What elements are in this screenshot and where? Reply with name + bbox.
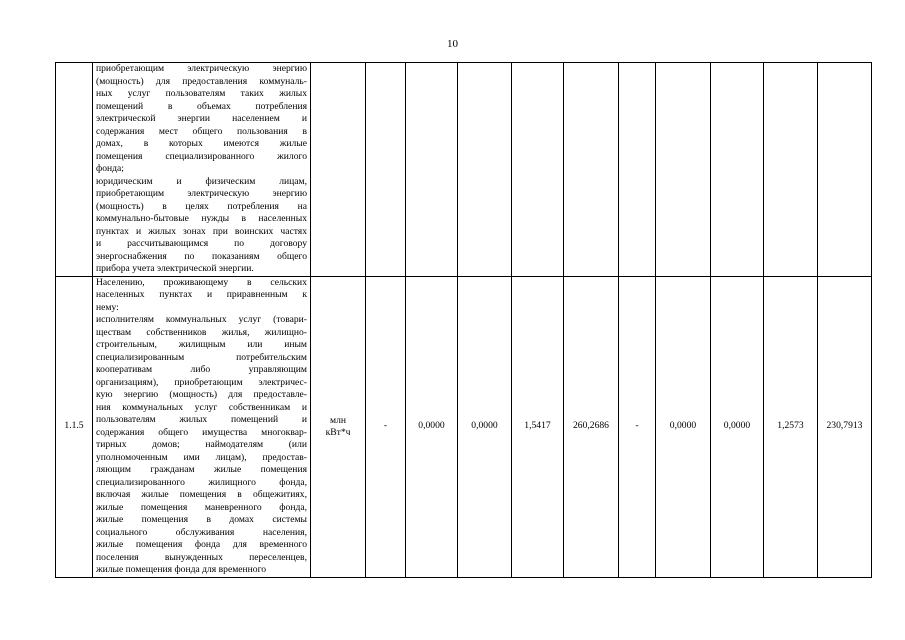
- description-line: специализированным потребительским: [96, 351, 307, 363]
- description-line: помещений в объемах потребления: [96, 100, 307, 112]
- value-cell: 1,5417: [512, 276, 564, 577]
- description-line: поселения вынужденных переселенцев,: [96, 551, 307, 563]
- description-line: домах, в которых имеются жилые: [96, 138, 307, 149]
- value-cell: -: [619, 276, 656, 577]
- description-line: исполнителям коммунальных услуг (товари-: [96, 314, 307, 325]
- description-line: кооперативам либо управляющим: [96, 364, 307, 375]
- value-cell: [818, 63, 872, 277]
- description-cell: [93, 276, 311, 577]
- description-line: энергоснабжения по показаниям общего: [96, 250, 307, 262]
- description-line: тирных домов; наймодателям (или: [96, 439, 307, 450]
- description-line: приобретающим электрическую энергию: [96, 188, 307, 199]
- description-line: кую энергию (мощность) для предоставле-: [96, 389, 307, 400]
- description-line: нему:: [96, 301, 119, 313]
- description-line: строительным, жилищным или иным: [96, 339, 307, 350]
- item-number-cell: 1.1.5: [56, 276, 93, 577]
- description-line: (мощность) в целях потребления на: [96, 200, 307, 212]
- description-line: ляющим гражданам жилые помещения: [96, 464, 307, 475]
- value-cell: [406, 63, 458, 277]
- description-line: коммунально-бытовые нужды в населенных: [96, 213, 307, 224]
- table-row: [56, 63, 872, 277]
- description-line: жилые помещения в домах системы: [96, 514, 307, 525]
- value-cell: 0,0000: [458, 276, 512, 577]
- description-line: жилые помещения фонда для временного: [96, 564, 267, 575]
- value-cell: 0,0000: [656, 276, 711, 577]
- value-cell: 0,0000: [711, 276, 764, 577]
- description-line: Населению, проживающему в сельских: [96, 276, 307, 288]
- unit-cell: [311, 63, 366, 277]
- description-line: ществам собственников жилья, жилищно-: [96, 326, 307, 338]
- description-cell: [93, 63, 311, 277]
- value-cell: -: [366, 276, 406, 577]
- description-line: включая жилые помещения в общежитиях,: [96, 489, 307, 500]
- value-cell: 260,2686: [564, 276, 619, 577]
- description-line: ных услуг пользователям таких жилых: [96, 88, 307, 99]
- description-line: (мощность) для предоставления коммуналь-: [96, 75, 307, 87]
- table-row: [56, 276, 872, 577]
- item-number-cell: [56, 63, 93, 277]
- description-line: содержания мест общего пользования в: [96, 125, 307, 137]
- description-line: социального обслуживания населения,: [96, 526, 307, 538]
- description-line: электрической энергии населением и: [96, 113, 307, 124]
- description-line: жилые помещения маневренного фонда,: [96, 501, 307, 513]
- value-cell: [711, 63, 764, 277]
- value-cell: [564, 63, 619, 277]
- description-line: прибора учета электрической энергии.: [96, 263, 254, 274]
- tariff-table: [55, 62, 872, 578]
- description-line: фонда;: [96, 163, 124, 174]
- page-number: 10: [447, 38, 458, 50]
- description-line: помещения специализированного жилого: [96, 150, 307, 162]
- description-line: юридическим и физическим лицам,: [96, 175, 307, 187]
- value-cell: 0,0000: [406, 276, 458, 577]
- description-line: организациям), приобретающим электричес-: [96, 376, 307, 388]
- value-cell: [764, 63, 818, 277]
- description-line: населенных пунктах и приравненным к: [96, 289, 307, 300]
- value-cell: [619, 63, 656, 277]
- value-cell: [366, 63, 406, 277]
- value-cell: 230,7913: [818, 276, 872, 577]
- description-line: пользователям жилых помещений и: [96, 414, 307, 425]
- description-line: содержания общего имущества многоквар-: [96, 426, 307, 438]
- value-cell: [512, 63, 564, 277]
- description-line: жилые помещения фонда для временного: [96, 539, 307, 550]
- description-line: пунктах и жилых зонах при воинских частях: [96, 225, 307, 237]
- description-line: ния коммунальных услуг собственникам и: [96, 401, 307, 413]
- description-line: приобретающим электрическую энергию: [96, 63, 307, 74]
- description-line: уполномоченным ими лицам), предостав-: [96, 451, 307, 463]
- unit-cell: млн кВт*ч: [311, 276, 366, 577]
- description-line: специализированного жилищного фонда,: [96, 476, 307, 488]
- value-cell: 1,2573: [764, 276, 818, 577]
- value-cell: [458, 63, 512, 277]
- value-cell: [656, 63, 711, 277]
- description-line: и рассчитывающимся по договору: [96, 238, 307, 249]
